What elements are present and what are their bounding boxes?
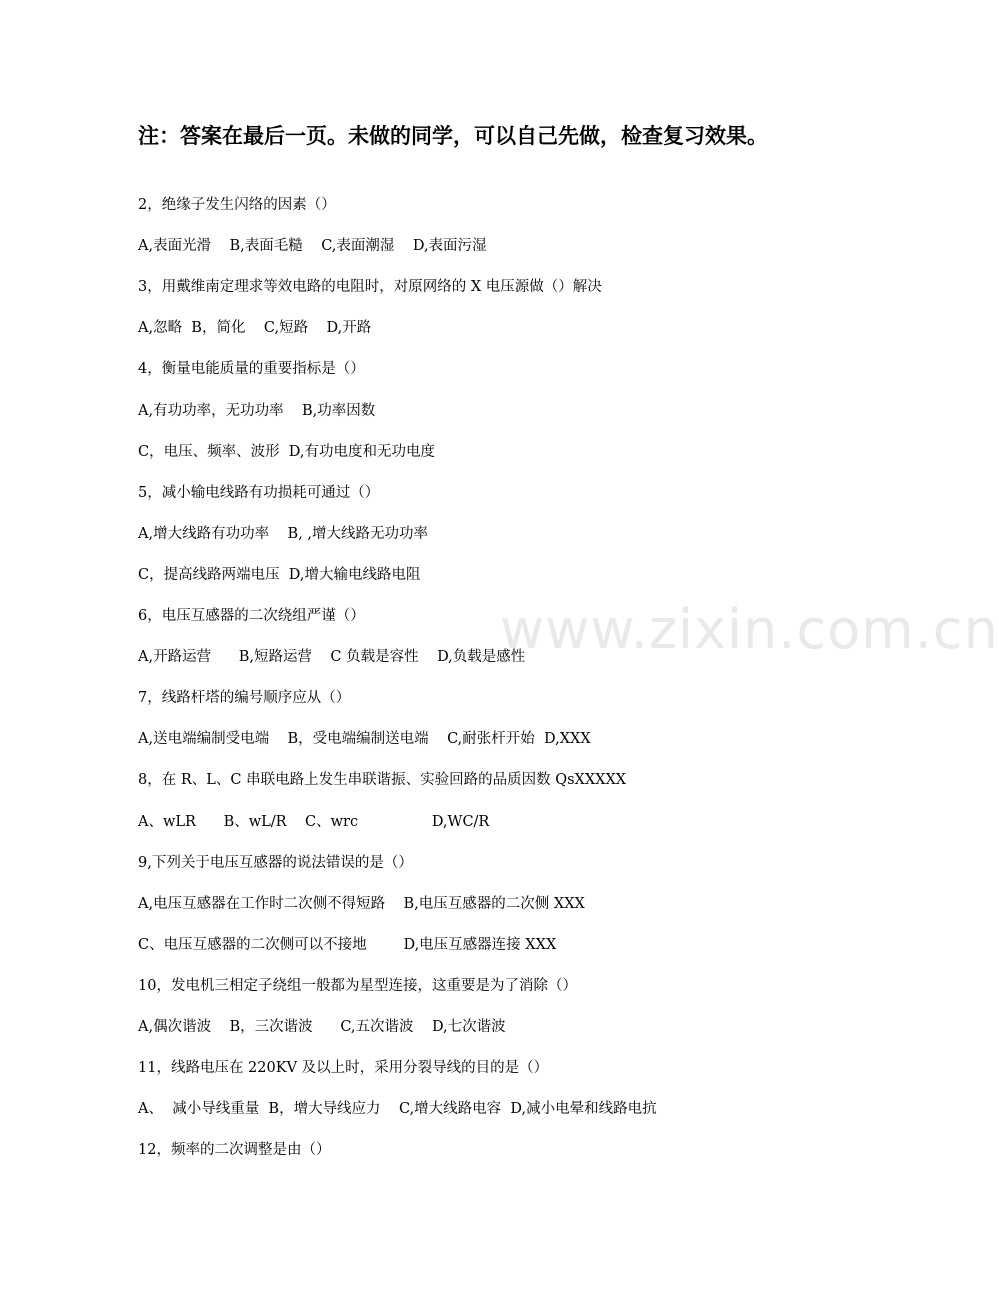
question-stem: 6，电压互感器的二次绕组严谨（） [138, 608, 365, 624]
question-stem: 5，减小输电线路有功损耗可通过（） [138, 485, 380, 501]
watermark: www.zixin.com.cn [500, 598, 999, 661]
answer-options: A、 减小导线重量 B，增大导线应力 C,增大线路电容 D,减小电晕和线路电抗 [138, 1101, 657, 1117]
answer-options: C，提高线路两端电压 D,增大输电线路电阻 [138, 567, 421, 583]
answer-options: A,有功功率，无功功率 B,功率因数 [138, 403, 376, 419]
answer-options: A,忽略 B，简化 C,短路 D,开路 [138, 320, 372, 336]
question-stem: 7，线路杆塔的编号顺序应从（） [138, 690, 351, 706]
answer-options: A、wLR B、wL/R C、wrc D,WC/R [138, 814, 490, 830]
question-stem: 2，绝缘子发生闪络的因素（） [138, 197, 336, 213]
answer-options: A,表面光滑 B,表面毛糙 C,表面潮湿 D,表面污湿 [138, 238, 487, 254]
question-stem: 9,下列关于电压互感器的说法错误的是（） [138, 855, 413, 871]
answer-options: A,偶次谐波 B，三次谐波 C,五次谐波 D,七次谐波 [138, 1019, 506, 1035]
answer-options: C，电压、频率、波形 D,有功电度和无功电度 [138, 444, 436, 460]
question-stem: 3，用戴维南定理求等效电路的电阻时，对原网络的 X 电压源做（）解决 [138, 279, 602, 295]
answer-options: C、电压互感器的二次侧可以不接地 D,电压互感器连接 XXX [138, 937, 557, 953]
question-stem: 4，衡量电能质量的重要指标是（） [138, 361, 365, 377]
question-stem: 10，发电机三相定子绕组一般都为星型连接，这重要是为了消除（） [138, 978, 577, 994]
answer-options: A,送电端编制受电端 B，受电端编制送电端 C,耐张杆开始 D,XXX [138, 731, 591, 747]
question-stem: 11，线路电压在 220KV 及以上时，采用分裂导线的目的是（） [138, 1060, 549, 1076]
question-stem: 12，频率的二次调整是由（） [138, 1142, 331, 1158]
answer-options: A,开路运营 B,短路运营 C 负载是容性 D,负载是感性 [138, 649, 526, 665]
answer-options: A,增大线路有功功率 B, ,增大线路无功功率 [138, 526, 428, 542]
answer-options: A,电压互感器在工作时二次侧不得短路 B,电压互感器的二次侧 XXX [138, 896, 585, 912]
page-title: 注：答案在最后一页。未做的同学，可以自己先做，检查复习效果。 [138, 124, 768, 148]
question-stem: 8，在 R、L、C 串联电路上发生串联谐振、实验回路的品质因数 QsXXXXX [138, 772, 627, 788]
